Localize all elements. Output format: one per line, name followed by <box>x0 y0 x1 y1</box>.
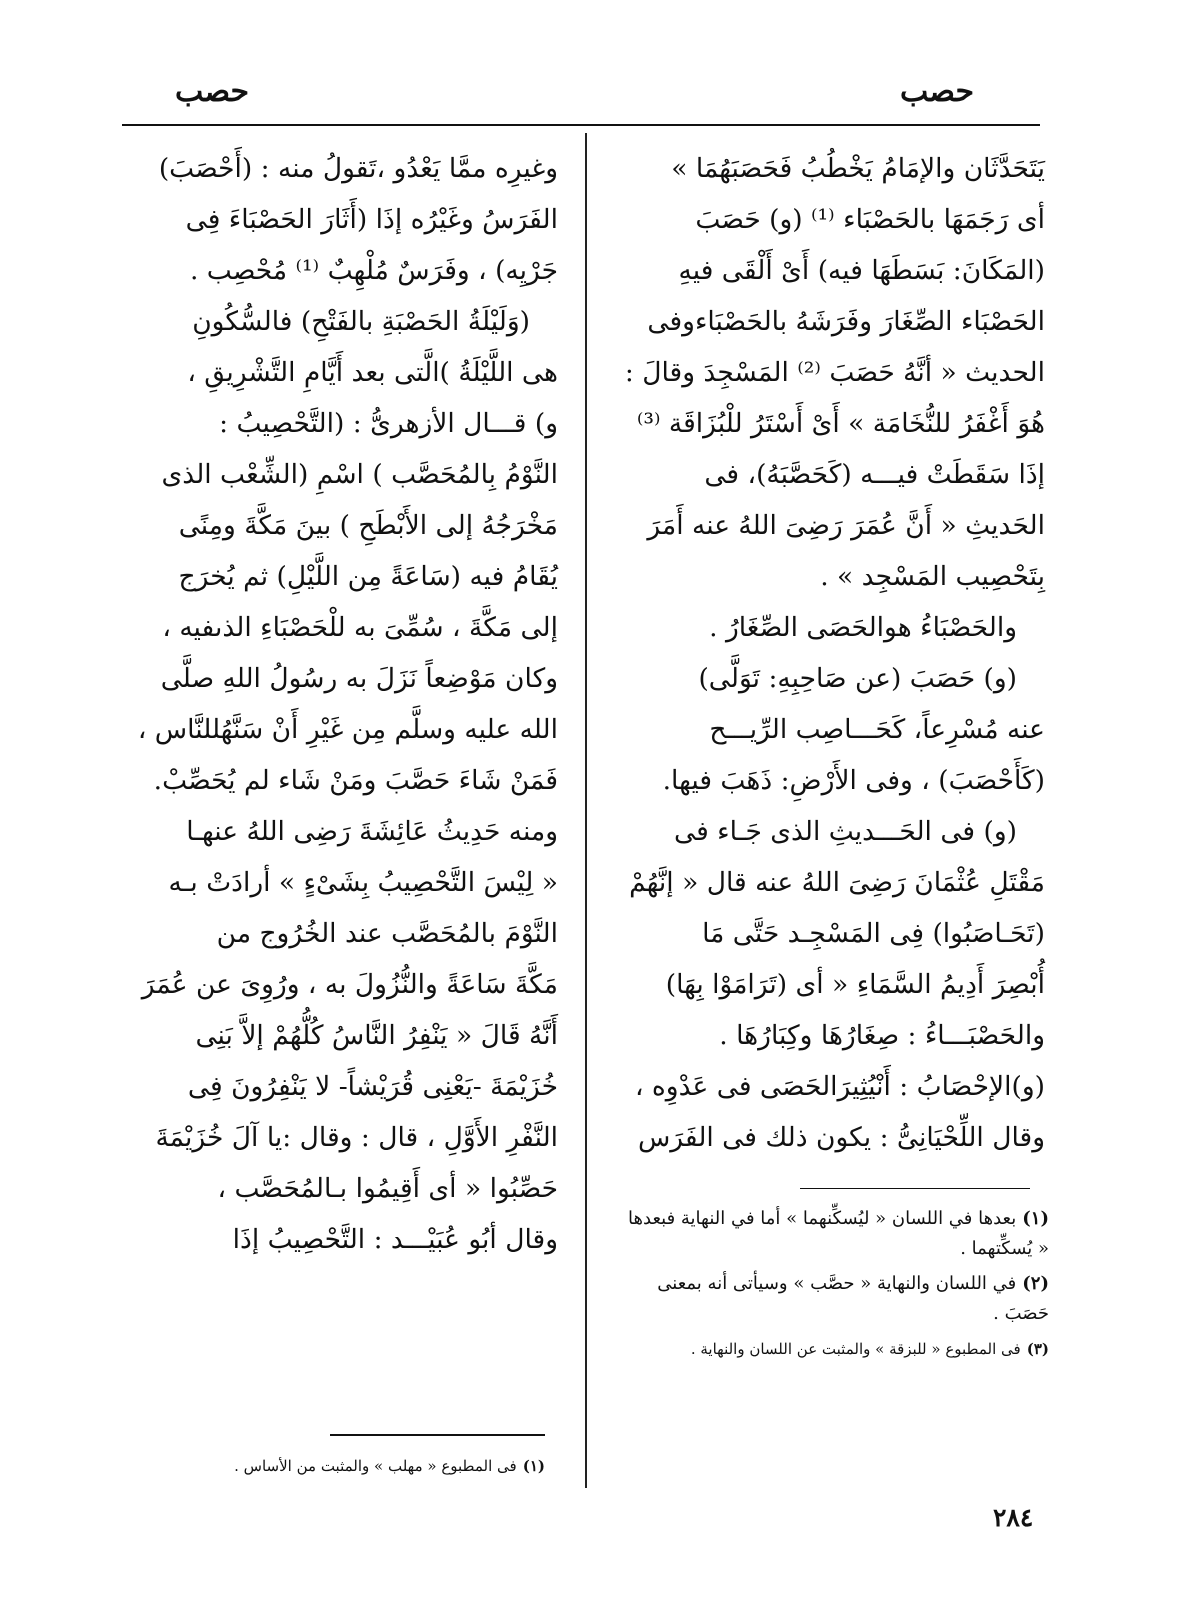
text-line: و) قـــال الأزهرىُّ : (التَّحْصِيبُ : <box>219 408 558 439</box>
footnote-rule-left <box>330 1434 545 1436</box>
left-text-column <box>123 143 558 1265</box>
text-line: والحَصْبَاءُ هوالحَصَى الصِّغَارُ . <box>709 612 1017 643</box>
footnote-number: (١) <box>1022 1208 1049 1229</box>
text-line: مَخْرَجُهُ إلى الأَبْطَحِ ) بينَ مَكَّةَ ومِنًى <box>178 510 558 541</box>
text-line: هى اللَّيْلَةُ )الَّتى بعد أَيَّامِ التَّشْرِيقِ ، <box>187 357 558 388</box>
column-separator <box>585 133 587 1488</box>
text-line: (وَلَيْلَةُ الحَصْبَةِ بالفَتْحِ) فالسُّكُونِ <box>192 306 530 337</box>
text-line: فَمَنْ شَاءَ حَصَّبَ ومَنْ شَاء لم يُحَصِّبْ. <box>153 765 558 796</box>
text-line: الحديث « أنَّهُ حَصَبَ ⁽²⁾ المَسْجِدَ وقالَ : <box>624 357 1045 388</box>
text-line: (و)الإحْصَابُ : أَنْيُثِيرَالحَصَى فى عَدْوِه ، <box>634 1071 1045 1102</box>
text-line: بِتَحْصِيب المَسْجِد » . <box>820 561 1045 592</box>
right-text-column <box>610 143 1045 1163</box>
text-line: هُوَ أَغْفَرُ للنُّخَامَة » أَىْ أَسْتَرُ للْبُزَاقَة ⁽³⁾ <box>636 408 1045 439</box>
text-line: خُزَيْمَةَ -يَعْنِى قُرَيْشاً- لا يَنْفِرُونَ فِى <box>187 1071 558 1102</box>
footnote-number: (٣) <box>1026 1340 1049 1358</box>
text-line: أَنَّهُ قَالَ « يَنْفِرُ النَّاسُ كُلُّهُمْ إلاَّ بَنِى <box>195 1020 558 1051</box>
text-line: جَرْيِه) ، وفَرَسٌ مُلْهِبٌ ⁽¹⁾ مُحْصِب . <box>189 255 558 286</box>
text-line: الحَديثِ « أَنَّ عُمَرَ رَضِىَ اللهُ عنه أَمَرَ <box>647 510 1045 541</box>
text-line: (كَأَحْصَبَ) ، وفى الأَرْضِ: ذَهَبَ فيها. <box>662 765 1045 796</box>
text-line: النَّوْمَ بالمُحَصَّب عند الخُرُوج من <box>216 918 558 949</box>
text-line: الفَرَسُ وغَيْرُه إذَا (أَثَارَ الحَصْبَاءَ فِى <box>185 204 558 235</box>
footnote <box>616 1204 1049 1264</box>
text-line: والحَصْبَـــاءُ : صِغَارُهَا وكِبَارُهَا . <box>719 1020 1045 1051</box>
footnote-text: في اللسان والنهاية « حصَّب » وسيأتى أنه بمعنى حَصَبَ . <box>657 1273 1049 1324</box>
text-line: « لِيْسَ التَّحْصِيبُ بِشَىْءٍ » أرادَتْ بـه <box>168 867 558 898</box>
footnote <box>616 1334 1049 1364</box>
text-line: النَّوْمُ بِالمُحَصَّب ) اسْمِ (الشِّعْب الذى <box>161 459 558 490</box>
text-line: (و) حَصَبَ (عن صَاحِبِهِ: تَوَلَّى) <box>698 663 1017 694</box>
footnote <box>160 1454 545 1478</box>
footnote <box>616 1269 1049 1329</box>
footnote-text: فى المطبوع « مهلب » والمثبت من الأساس . <box>234 1457 517 1475</box>
text-line: (المَكَانَ: بَسَطَهَا فيه) أَىْ أَلْقَى فيهِ <box>678 255 1045 286</box>
footnotes-left <box>160 1454 545 1483</box>
header-entry-word-left: حصب <box>175 74 250 109</box>
footnote-number: (٢) <box>1022 1273 1049 1294</box>
footnote-text: فى المطبوع « للبزقة » والمثبت عن اللسان والنهاية . <box>690 1340 1021 1358</box>
text-line: ومنه حَدِيثُ عَائِشَةَ رَضِى اللهُ عنهـا <box>186 816 558 847</box>
text-line: وقال اللِّحْيَانِىُّ : يكون ذلك فى الفَرَس <box>637 1122 1045 1153</box>
page-number: ٢٨٤ <box>993 1503 1034 1532</box>
text-line: الله عليه وسلَّم مِن غَيْرِ أَنْ سَنَّهُللنَّاس ، <box>137 714 558 745</box>
text-line: وكان مَوْضِعاً نَزَلَ به رسُولُ اللهِ صلَّى <box>160 663 558 694</box>
text-line: الحَصْبَاء الصِّغَارَ وفَرَشَهُ بالحَصْبَاءوفى <box>647 306 1045 337</box>
header-rule <box>122 124 1040 126</box>
text-line: (و) فى الحَـــديثِ الذى جَـاء فى <box>673 816 1017 847</box>
text-line: أى رَجَمَهَا بالحَصْبَاء ⁽¹⁾ (و) حَصَبَ <box>695 204 1045 235</box>
text-line: يُقَامُ فيه (سَاعَةً مِن اللَّيْلِ) ثم يُخرَج <box>178 561 558 592</box>
text-line: إذَا سَقَطَتْ فيـــه (كَحَصَّبَهُ)، فى <box>704 459 1045 490</box>
footnotes-right <box>616 1204 1049 1369</box>
footnote-rule-right <box>800 1188 1030 1189</box>
text-line: حَصِّبُوا « أى أَقِيمُوا بـالمُحَصَّب ، <box>217 1173 558 1204</box>
footnote-text: بعدها في اللسان « ليُسكِّنهما » أما في النهاية فبعدها « يُسكِّتهما . <box>628 1208 1049 1259</box>
text-line: مَكَّةَ سَاعَةً والنُّزُولَ به ، ورُوِىَ عن عُمَرَ <box>141 969 558 1000</box>
text-line: يَتَحَدَّثَان والإمَامُ يَخْطُبُ فَحَصَبَهُمَا » <box>671 153 1045 184</box>
text-line: النَّفْرِ الأَوَّلِ ، قال : وقال :يا آلَ خُزَيْمَةَ <box>155 1122 558 1153</box>
header-entry-word-right: حصب <box>899 74 974 109</box>
text-line: أُبْصِرَ أَدِيمُ السَّمَاءِ « أى (تَرَامَوْا بِهَا) <box>665 969 1045 1000</box>
text-line: إلى مَكَّةَ ، سُمِّىَ به للْحَصْبَاءِ الذىفيه ، <box>162 612 558 643</box>
text-line: وقال أبُو عُبَيْـــد : التَّحْصِيبُ إذَا <box>232 1224 558 1255</box>
text-line: عنه مُسْرِعاً، كَحَـــاصِب الرِّيـــح <box>709 714 1045 745</box>
footnote-number: (١) <box>522 1457 545 1475</box>
text-line: (تَحَـاصَبُوا) فِى المَسْجِـد حَتَّى مَا <box>702 918 1045 949</box>
text-line: وغيرِه ممَّا يَعْدُو ،تَقولُ منه : (أَحْصَبَ) <box>158 153 558 184</box>
text-line: مَقْتَلِ عُثْمَانَ رَضِىَ اللهُ عنه قال « إنَّهُمْ <box>629 867 1045 898</box>
